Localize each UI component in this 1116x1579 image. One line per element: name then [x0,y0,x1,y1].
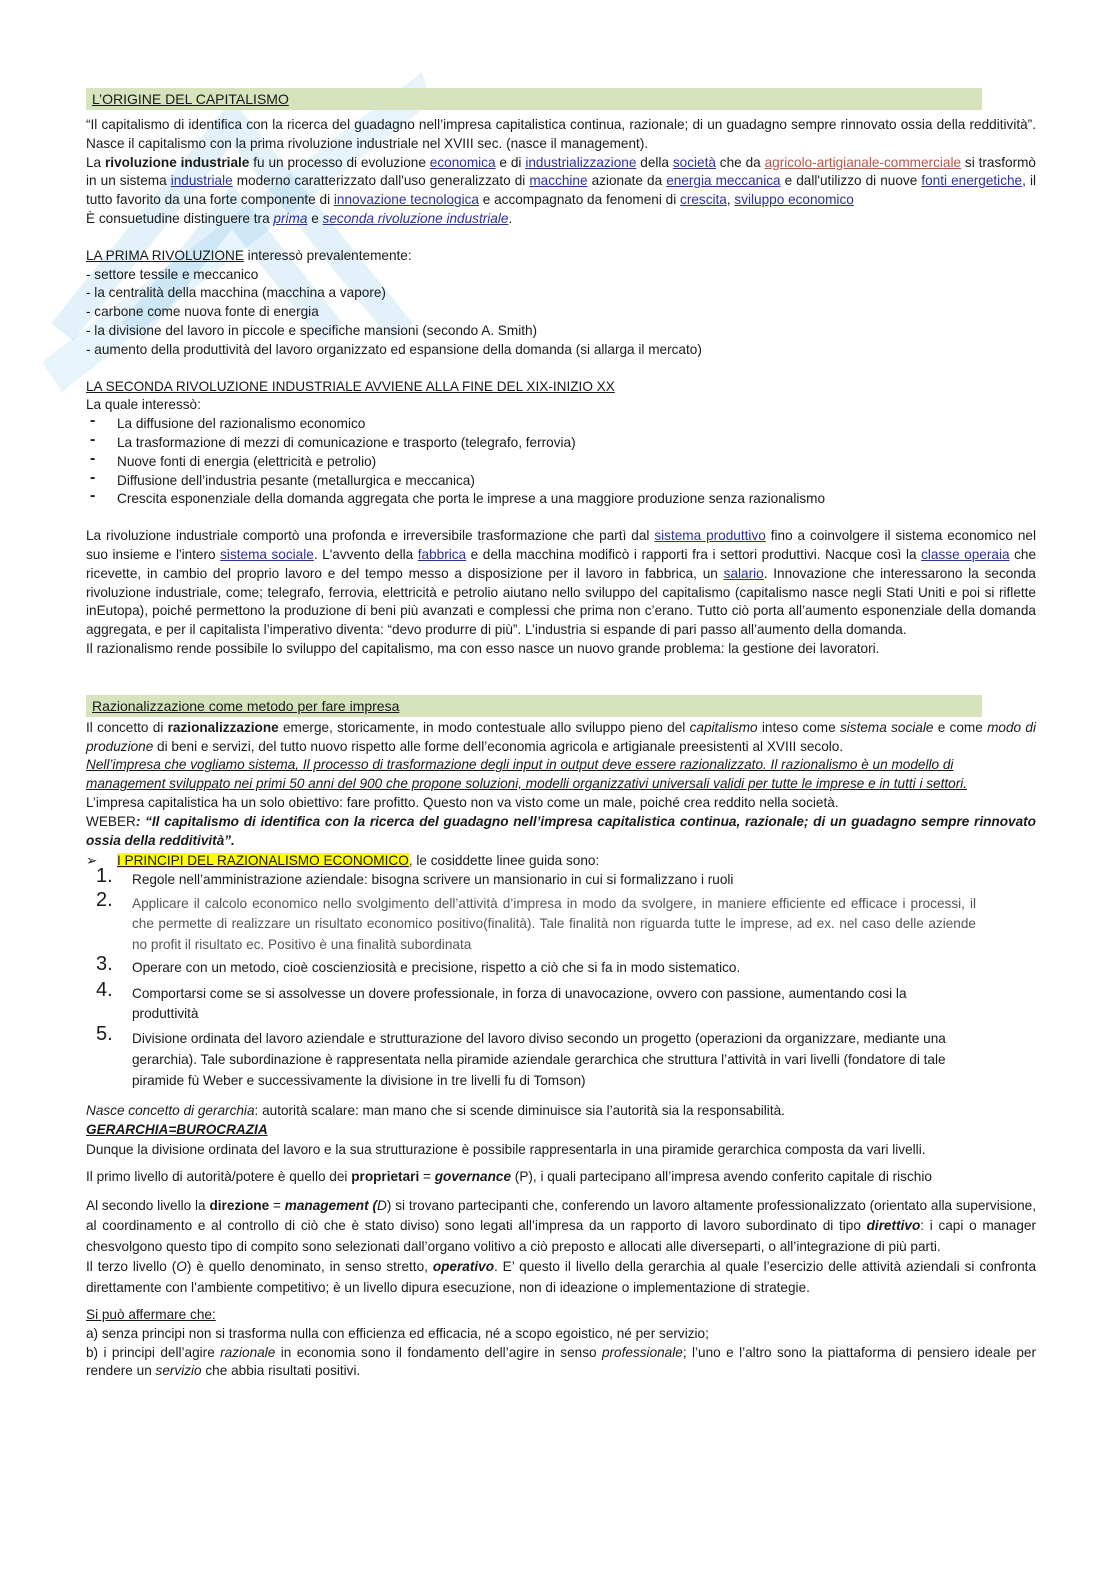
link-macchine[interactable]: macchine [529,173,588,189]
section-heading-razionalizzazione: Razionalizzazione come metodo per fare impresa [86,695,982,717]
arrow-icon: ➢ [86,853,98,869]
link-sistema-sociale[interactable]: sistema sociale [220,546,314,562]
list-item: - Diffusione dell’industria pesante (metallurgica e meccanica) [86,472,1036,491]
link-prima[interactable]: prima [273,210,308,226]
seconda-list [86,415,1036,509]
list-item: - la centralità della macchina (macchina a vapore) [86,285,386,301]
list-item: - La trasformazione di mezzi di comunicazione e trasporto (telegrafo, ferrovia) [86,434,1036,453]
principi-title: ➢ I PRINCIPI DEL RAZIONALISMO ECONOMICO, le cosiddette linee guida sono: [86,852,1036,871]
secondo-livello-paragraph: Al secondo livello la direzione = management (D) si trovano partecipanti che, conferendo un lavoro altamente professionalizzato (orientato alla supervisione, al coordinamento e al controllo di ciò che è stato diviso) sono legati all’impresa da un rapporto di lavoro subordinato di tipo direttivo: i capi o manager chesvolgono questo tipo di compito sono selezionati dall’organo volitivo a ciò preposto e allocati alle diverseparti, o all’integrazione di più parti. [86,1197,1037,1254]
conclusione-a: a) senza principi non si trasforma nulla con efficienza ed efficacia, né a scopo egoistico, né per servizio; [86,1325,709,1341]
list-item: - settore tessile e meccanico [86,266,259,282]
list-item: - Crescita esponenziale della domanda aggregata che porta le imprese a una maggiore produzione senza razionalismo [86,490,1036,509]
list-item: 2. Applicare il calcolo economico nello svolgimento dell’attività d’impresa in modo da svolgere, in maniere efficiente ed efficace i processi, il che permette di realizzare un risultato economico positivo(finalità). Tale finalità non riguarda tutte le imprese, ad ex. nel caso delle aziende no profit il risultato ec. Positivo è una finalità subordinata [96,888,976,952]
gerarchia-paragraph: Nasce concetto di gerarchia: autorità scalare: man mano che si scende diminuisce sia l’autorità sia la responsabilità. [86,1103,785,1119]
link-fabbrica[interactable]: fabbrica [417,546,467,562]
link-industriale[interactable]: industriale [170,173,233,189]
link-economica[interactable]: economica [429,154,496,170]
link-societa[interactable]: società [672,154,716,170]
link-innovazione[interactable]: innovazione tecnologica [333,192,479,208]
piramide-paragraph: Dunque la divisione ordinata del lavoro e la sua strutturazione è possibile rappresentarla in una piramide gerarchica composta da vari livelli. [86,1141,926,1157]
rivoluzione-paragraph: La rivoluzione industriale fu un processo di evoluzione economica e di industrializzazione della società che da agricolo-artigianale-commerciale si trasformò in un sistema industriale moderno caratterizzato dall'uso generalizzato di macchine azionate da energia meccanica e dall'utilizzo di nuove fonti energetiche, il tutto favorito da una forte componente di innovazione tecnologica e accompagnato da fenomeni di crescita, sviluppo economico [86,154,1036,208]
list-item: - La diffusione del razionalismo economico [86,415,1036,434]
link-fonti-energetiche[interactable]: fonti energetiche [921,173,1023,189]
razionalismo-paragraph: Il razionalismo rende possibile lo sviluppo del capitalismo, ma con esso nasce un nuovo grande problema: la gestione dei lavoratori. [86,640,880,656]
list-item: 5. Divisione ordinata del lavoro aziendale e strutturazione del lavoro diviso secondo un progetto (operazioni da organizzare, mediante una gerarchia). Tale subordinazione è rappresentata nella piramide aziendale gerarchica che struttura l’attività in vari livelli (fondatore di tale piramide fù Weber e successivamente la divisione in tre livelli fu di Tomson) [96,1023,946,1089]
seconda-intro: La quale interessò: [86,397,201,413]
terzo-livello-paragraph: Il terzo livello (O) è quello denominato, in senso stretto, operativo. E’ questo il livello della gerarchia al quale l’esercizio delle attività aziendali si confronta direttamente con l’ambiente competitivo; è un livello dipura esecuzione, non di ideazione o implementazione di strategie. [86,1259,1037,1295]
intro-paragraph: “Il capitalismo di identifica con la ricerca del guadagno nell’impresa capitalistica continua, razionale; di un guadagno sempre rinnovato ossia della redditività”. Nasce il capitalismo con la prima rivoluzione industriale nel XVIII sec. (nasce il management). [86,117,1036,151]
link-agricolo[interactable]: agricolo-artigianale-commerciale [764,154,962,170]
distinzione-paragraph: È consuetudine distinguere tra prima e seconda rivoluzione industriale. [86,210,513,226]
conclusione-b: b) i principi dell’agire razionale in economia sono il fondamento dell’agire in senso professionale; l’uno e l’altro sono la piattaforma di pensiero ideale per rendere un servizio che abbia risultati positivi. [86,1344,1037,1379]
trasformazione-paragraph: La rivoluzione industriale comportò una profonda e irreversibile trasformazione che partì dal sistema produttivo fino a coinvolgere il sistema economico nel suo insieme e l'intero sistema sociale. L'avvento della fabbrica e della macchina modificò i rapporti fra i settori produttivi. Nacque così la classe operaia che ricevette, in cambio del proprio lavoro e del tempo messo a disposizione per il lavoro in fabbrica, un salario. Innovazione che interessarono la seconda rivoluzione industriale, come; telegrafo, ferrovia, elettricità e petrolio aiutano nello sviluppo del capitalismo (capitalismo nasce negli Stati Uniti e poi si riflette inEutopa), poiché permettono la produzione di beni più avanzati e complessi che prima non c’erano. Tutto ciò porta all’aumento esponenziale della domanda aggregata, e per il capitalista l’imperativo diventa: “devo produrre di più”. L’industria si espande di pari passo all’aumento della domanda. [86,528,1037,638]
link-energia-meccanica[interactable]: energia meccanica [666,173,781,189]
list-item: 4. Comportarsi come se si assolvesse un dovere professionale, in forza di unavocazione, ovvero con passione, aumentando cosi la produttività [96,979,907,1022]
list-item: 1. Regole nell’amministrazione aziendale: bisogna scrivere un mansionario in cui si formalizzano i ruoli [96,865,734,888]
document-page [86,88,1036,1381]
weber-quote: WEBER: “Il capitalismo di identifica con la ricerca del guadagno nell’impresa capitalistica continua, razionale; di un guadagno sempre rinnovato ossia della redditività”. [86,813,1036,848]
impresa-sistema-paragraph: Nell’impresa che vogliamo sistema, Il processo di trasformazione degli input in output deve essere razionalizzato. Il razionalismo è un modello di management sviluppato nei primi 50 anni del 900 che propone soluzioni, modelli organizzativi universali validi per tutte le imprese e in tutti i settori. [86,757,968,792]
seconda-rivoluzione-title: LA SECONDA RIVOLUZIONE INDUSTRIALE AVVIENE ALLA FINE DEL XIX-INIZIO XX [86,378,615,394]
link-sistema-produttivo[interactable]: sistema produttivo [654,528,766,544]
conclusione-title: Si può affermare che: [86,1307,216,1323]
burocrazia-line: GERARCHIA=BUROCRAZIA [86,1121,268,1137]
list-item: - carbone come nuova fonte di energia [86,304,319,320]
link-classe-operaia[interactable]: classe operaia [921,546,1010,562]
list-item: - la divisione del lavoro in piccole e specifiche mansioni (secondo A. Smith) [86,322,538,338]
link-seconda[interactable]: seconda rivoluzione industriale [322,210,509,226]
prima-rivoluzione-title: LA PRIMA RIVOLUZIONE interessò prevalentemente: [86,247,412,263]
prima-list [86,266,1036,360]
primo-livello-paragraph: Il primo livello di autorità/potere è quello dei proprietari = governance (P), i quali partecipano all’impresa avendo conferito capitale di rischio [86,1168,932,1184]
principi-list [86,865,1036,1091]
list-item: - aumento della produttività del lavoro organizzato ed espansione della domanda (si allarga il mercato) [86,341,702,357]
concetto-paragraph: Il concetto di razionalizzazione emerge, storicamente, in modo contestuale allo sviluppo pieno del capitalismo inteso come sistema sociale e come modo di produzione di beni e servizi, del tutto nuovo rispetto alle forme dell’economia agricola e artigianale preesistenti al XVIII secolo. [86,719,1036,754]
section-heading-origine: L’ORIGINE DEL CAPITALISMO [86,88,982,110]
list-item: - Nuove fonti di energia (elettricità e petrolio) [86,453,1036,472]
link-crescita[interactable]: crescita [680,192,727,208]
link-industrializzazione[interactable]: industrializzazione [525,154,637,170]
profitto-paragraph: L’impresa capitalistica ha un solo obiettivo: fare profitto. Questo non va visto come un male, poiché crea reddito nella società. [86,794,839,810]
link-sviluppo[interactable]: sviluppo economico [734,192,854,208]
list-item: 3. Operare con un metodo, cioè coscienziosità e precisione, rispetto a ciò che si fa in modo sistematico. [96,953,741,976]
link-salario[interactable]: salario [723,565,764,581]
